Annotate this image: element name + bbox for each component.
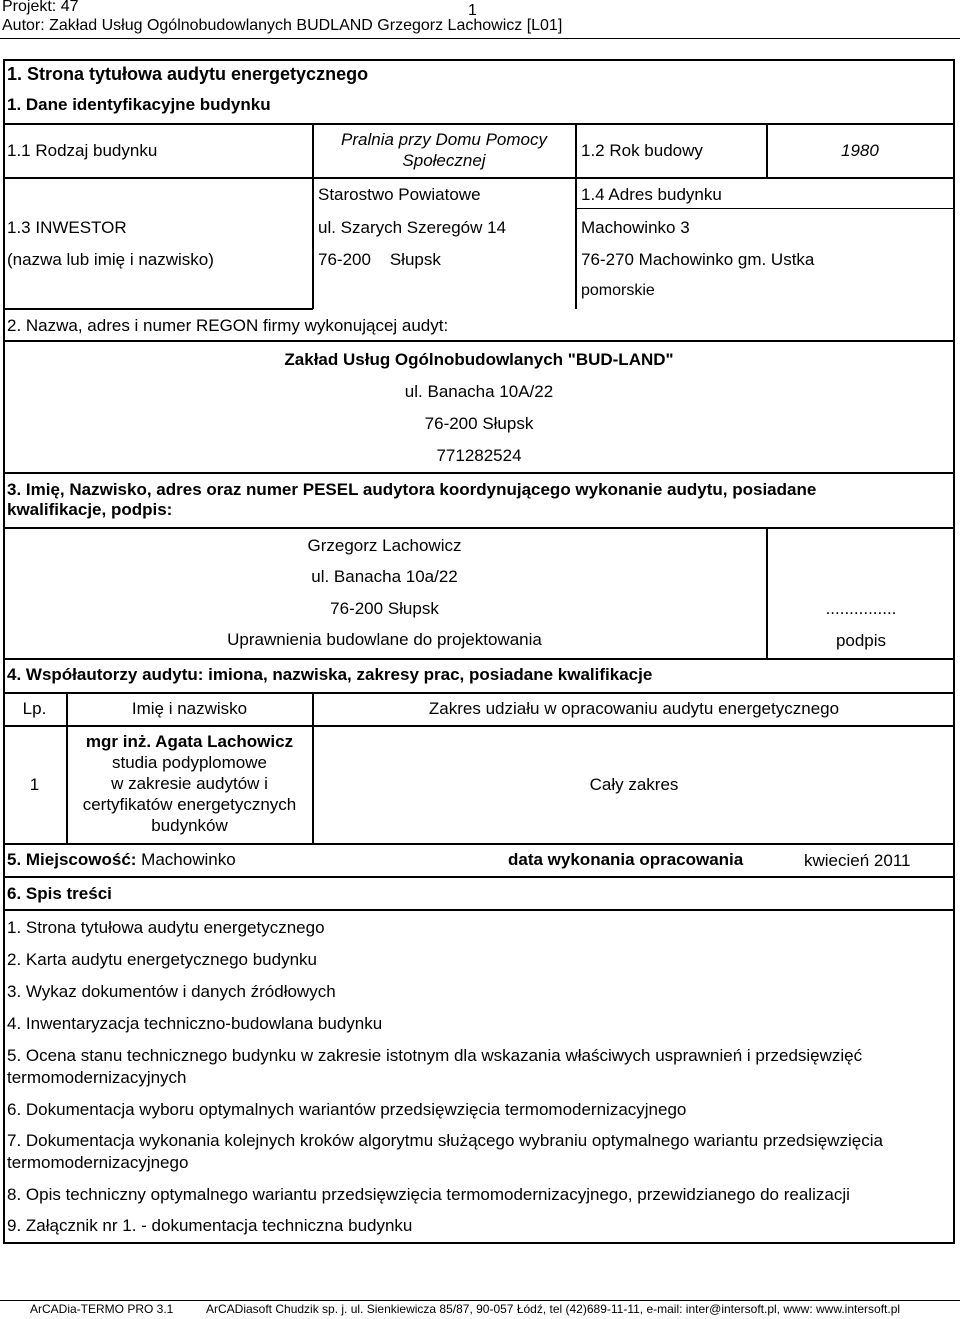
toc-item: termomodernizacyjnego [7,1153,189,1172]
divider [575,123,577,309]
s4-heading: 4. Współautorzy audytu: imiona, nazwiska, zakresy prac, posiadane kwalifikacje [7,665,653,684]
firm-street: ul. Banacha 10A/22 [404,382,554,401]
divider [3,658,955,660]
auditor-name: Grzegorz Lachowicz [307,536,462,555]
divider [3,909,955,911]
footer-company: ArCADiasoft Chudzik sp. j. ul. Sienkiewicza 85/87, 90-057 Łódź, tel (42)689-11-11, e-mail: inter@intersoft.pl, www: www.intersoft.pl [206,1302,901,1316]
rok-value: 1980 [841,141,879,160]
row-name-l3: w zakresie audytów i [111,774,268,793]
divider [3,472,955,474]
toc-item: 3. Wykaz dokumentów i danych źródłowych [7,982,336,1001]
s5-row [7,850,236,870]
rodzaj-value-line1: Pralnia przy Domu Pomocy [341,130,547,149]
divider [312,123,314,309]
s3-heading-line2: kwalifikacje, podpis: [7,500,173,519]
rok-label: 1.2 Rok budowy [581,141,703,160]
row-name-title [67,732,312,752]
signature-dots: ............... [825,599,897,618]
toc-item: 7. Dokumentacja wykonania kolejnych kroków algorytmu służącego wybraniu optymalnego wariantu przedsięwzięcia [7,1131,883,1150]
col-name: Imię i nazwisko [131,699,248,718]
header-rule [0,38,960,39]
divider [3,177,955,179]
place-value: Machowinko [141,850,236,869]
toc-item: 2. Karta audytu energetycznego budynku [7,950,317,969]
auditor-city: 76-200 Słupsk [330,599,439,618]
s1-heading: 1. Dane identyfikacyjne budynku [7,95,271,114]
date-label: data wykonania opracowania [508,850,744,869]
inwestor-line1: Starostwo Powiatowe [318,185,481,204]
divider [3,340,955,342]
adres-label: 1.4 Adres budynku [581,185,722,204]
divider [3,527,955,529]
row-name-l4: certyfikatów energetycznych [82,795,297,814]
divider [3,692,955,694]
auditor-street: ul. Banacha 10a/22 [311,567,458,586]
place-label: 5. Miejscowość: [7,850,137,869]
divider [3,123,955,125]
divider [3,725,955,727]
divider [766,123,768,178]
divider [3,308,313,310]
footer-rule [0,1300,960,1301]
s3-heading-line1: 3. Imię, Nazwisko, adres oraz numer PESEL audytora koordynującego wykonanie audytu, posiadane [7,480,817,499]
col-lp: Lp. [22,699,47,718]
firm-city: 76-200 Słupsk [424,414,534,433]
divider [3,876,955,878]
toc-item: 1. Strona tytułowa audytu energetycznego [7,918,325,937]
toc-item: 9. Załącznik nr 1. - dokumentacja techniczna budynku [7,1216,413,1235]
signature-label: podpis [835,631,887,650]
rodzaj-label: 1.1 Rodzaj budynku [7,141,158,160]
toc-item: termomodernizacyjnych [7,1068,187,1087]
footer-software: ArCADia-TERMO PRO 3.1 [30,1302,174,1316]
date-value: kwiecień 2011 [804,851,911,870]
adres-line3: pomorskie [581,282,655,299]
adres-line1: Machowinko 3 [581,218,690,237]
row-name-l5: budynków [151,816,228,835]
inwestor-line3: 76-200 Słupsk [318,250,441,269]
inwestor-label: 1.3 INWESTOR [7,218,127,237]
header-author: Autor: Zakład Usług Ogólnobudowlanych BUDLAND Grzegorz Lachowicz [L01] [2,17,563,34]
inwestor-sub: (nazwa lub imię i nazwisko) [7,250,214,269]
toc-item: 6. Dokumentacja wyboru optymalnych wariantów przedsięwzięcia termomodernizacyjnego [7,1100,687,1119]
row-name-l2: studia podyplomowe [112,753,267,772]
toc-item: 4. Inwentaryzacja techniczno-budowlana budynku [7,1014,383,1033]
row-scope: Cały zakres [589,775,679,794]
col-scope: Zakres udziału w opracowaniu audytu energetycznego [428,699,840,718]
firm-name: Zakład Usług Ogólnobudowlanych "BUD-LAND" [284,350,674,369]
firm-regon: 771282524 [436,446,522,465]
page-number: 1 [468,2,477,19]
adres-line2: 76-270 Machowinko gm. Ustka [581,250,815,269]
toc-item: 5. Ocena stanu technicznego budynku w zakresie istotnym dla wskazania właściwych usprawnień i przedsięwzięć [7,1046,863,1065]
auditor-qualification: Uprawnienia budowlane do projektowania [227,630,542,649]
rodzaj-value-line2: Społecznej [402,151,486,170]
page-title: 1. Strona tytułowa audytu energetycznego [7,64,369,84]
s6-heading: 6. Spis treści [7,884,112,903]
row-lp: 1 [29,775,40,794]
s2-heading: 2. Nazwa, adres i numer REGON firmy wykonującej audyt: [7,316,449,335]
toc-item: 8. Opis techniczny optymalnego wariantu przedsięwzięcia termomodernizacyjnego, przewidzianego do realizacji [7,1185,850,1204]
divider [576,208,955,209]
inwestor-line2: ul. Szarych Szeregów 14 [318,218,507,237]
divider [3,843,955,845]
row-name: mgr inż. Agata Lachowicz [85,732,294,751]
header-project: Projekt: 47 [2,0,79,15]
